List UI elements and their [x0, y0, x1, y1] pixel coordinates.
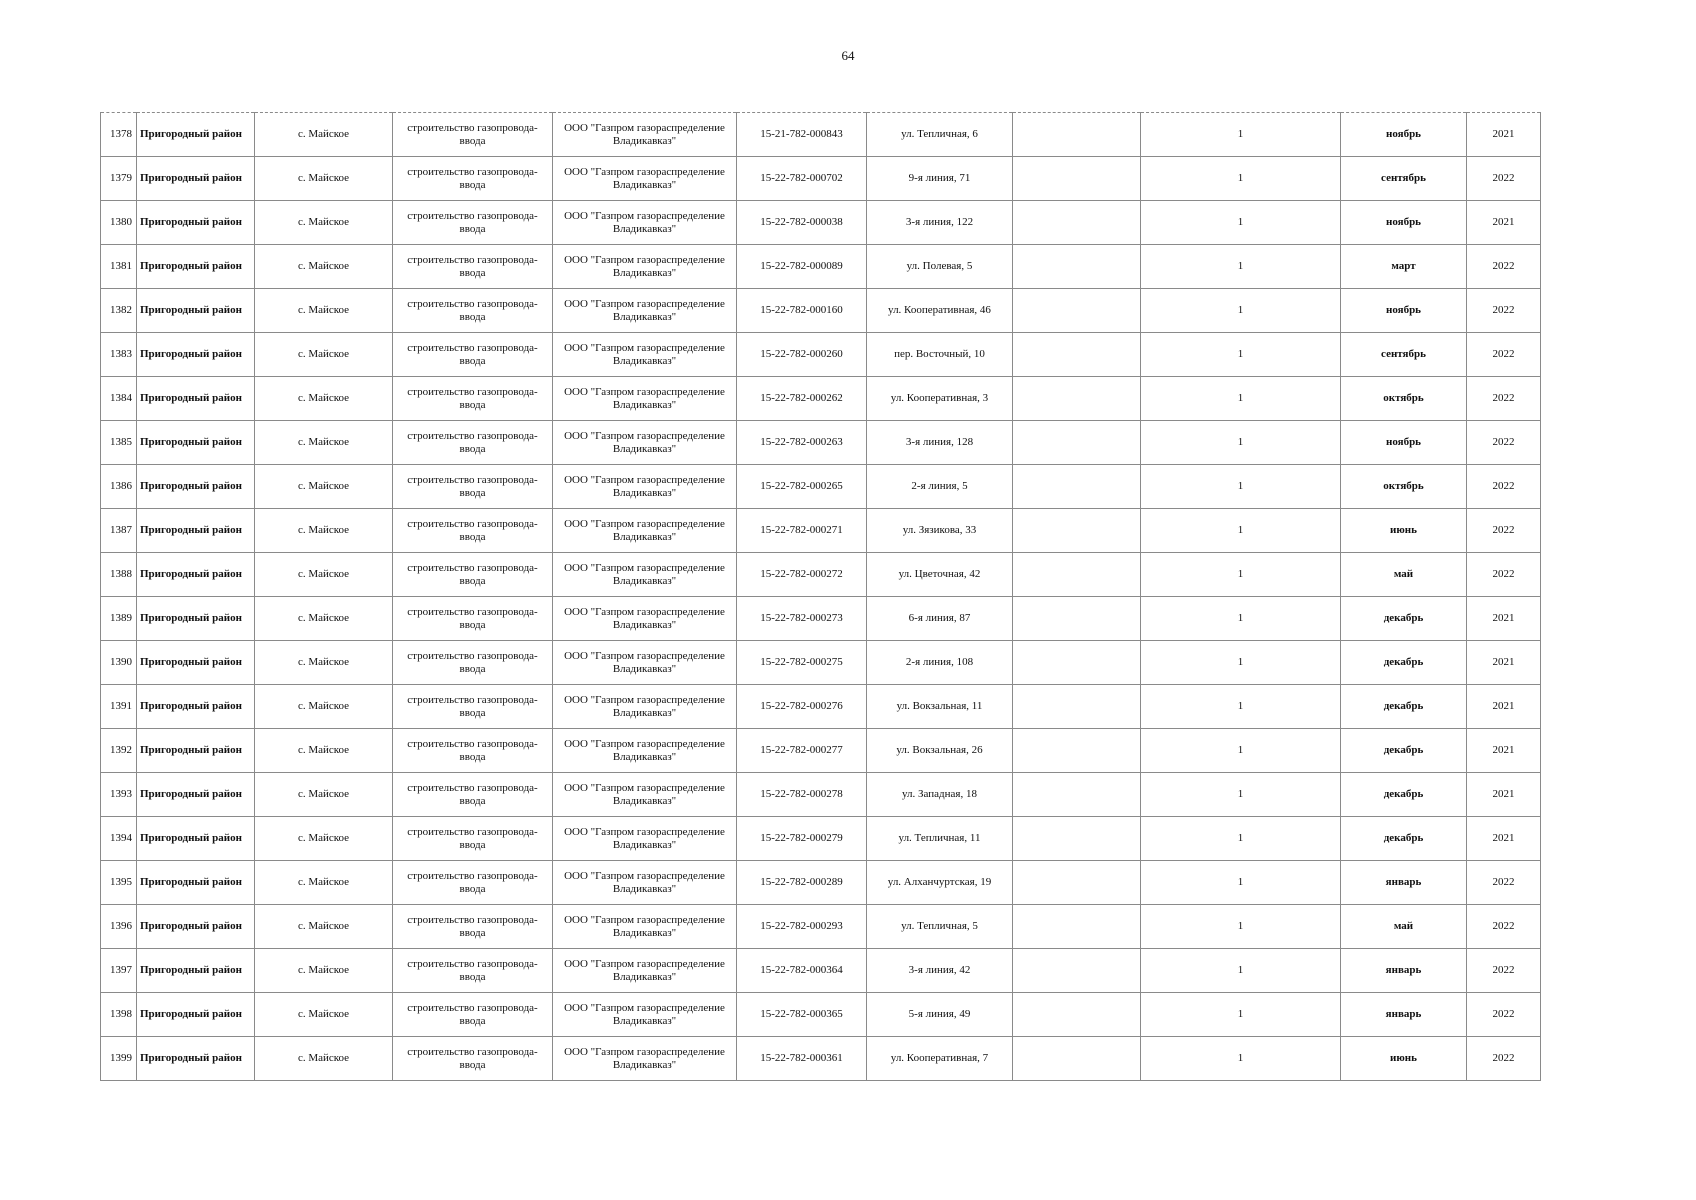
month-cell: ноябрь	[1341, 201, 1467, 245]
settlement-cell: с. Майское	[255, 245, 393, 289]
row-number-cell: 1394	[101, 817, 137, 861]
district-cell: Пригородный район	[137, 201, 255, 245]
year-cell: 2022	[1467, 377, 1541, 421]
work-type-cell: строительство газопровода-ввода	[393, 993, 553, 1037]
registry-code-cell: 15-22-782-000265	[737, 465, 867, 509]
month-cell: январь	[1341, 993, 1467, 1037]
quantity-cell: 1	[1141, 949, 1341, 993]
year-cell: 2022	[1467, 905, 1541, 949]
work-type-cell: строительство газопровода-ввода	[393, 773, 553, 817]
address-cell: ул. Тепличная, 6	[867, 113, 1013, 157]
registry-code-cell: 15-22-782-000702	[737, 157, 867, 201]
month-cell: ноябрь	[1341, 113, 1467, 157]
table-row	[101, 641, 1541, 685]
table-row	[101, 773, 1541, 817]
year-cell: 2021	[1467, 641, 1541, 685]
address-cell: 6-я линия, 87	[867, 597, 1013, 641]
month-cell: июнь	[1341, 1037, 1467, 1081]
registry-code-cell: 15-22-782-000361	[737, 1037, 867, 1081]
quantity-cell: 1	[1141, 861, 1341, 905]
district-cell: Пригородный район	[137, 333, 255, 377]
row-number-cell: 1398	[101, 993, 137, 1037]
blank-cell	[1013, 421, 1141, 465]
organization-cell: ООО "Газпром газораспределение Владикавказ"	[553, 949, 737, 993]
table-row	[101, 553, 1541, 597]
settlement-cell: с. Майское	[255, 949, 393, 993]
quantity-cell: 1	[1141, 685, 1341, 729]
registry-code-cell: 15-22-782-000276	[737, 685, 867, 729]
month-cell: октябрь	[1341, 377, 1467, 421]
address-cell: 3-я линия, 42	[867, 949, 1013, 993]
organization-cell: ООО "Газпром газораспределение Владикавказ"	[553, 289, 737, 333]
district-cell: Пригородный район	[137, 553, 255, 597]
settlement-cell: с. Майское	[255, 553, 393, 597]
blank-cell	[1013, 1037, 1141, 1081]
organization-cell: ООО "Газпром газораспределение Владикавказ"	[553, 685, 737, 729]
month-cell: сентябрь	[1341, 157, 1467, 201]
work-type-cell: строительство газопровода-ввода	[393, 333, 553, 377]
organization-cell: ООО "Газпром газораспределение Владикавказ"	[553, 201, 737, 245]
work-type-cell: строительство газопровода-ввода	[393, 245, 553, 289]
month-cell: декабрь	[1341, 641, 1467, 685]
quantity-cell: 1	[1141, 289, 1341, 333]
table-row	[101, 597, 1541, 641]
row-number-cell: 1395	[101, 861, 137, 905]
registry-code-cell: 15-22-782-000263	[737, 421, 867, 465]
quantity-cell: 1	[1141, 641, 1341, 685]
month-cell: март	[1341, 245, 1467, 289]
district-cell: Пригородный район	[137, 289, 255, 333]
work-type-cell: строительство газопровода-ввода	[393, 641, 553, 685]
organization-cell: ООО "Газпром газораспределение Владикавказ"	[553, 553, 737, 597]
row-number-cell: 1389	[101, 597, 137, 641]
settlement-cell: с. Майское	[255, 773, 393, 817]
quantity-cell: 1	[1141, 993, 1341, 1037]
quantity-cell: 1	[1141, 729, 1341, 773]
blank-cell	[1013, 113, 1141, 157]
address-cell: ул. Кооперативная, 3	[867, 377, 1013, 421]
month-cell: сентябрь	[1341, 333, 1467, 377]
month-cell: ноябрь	[1341, 421, 1467, 465]
row-number-cell: 1399	[101, 1037, 137, 1081]
work-type-cell: строительство газопровода-ввода	[393, 421, 553, 465]
address-cell: ул. Зязикова, 33	[867, 509, 1013, 553]
organization-cell: ООО "Газпром газораспределение Владикавказ"	[553, 465, 737, 509]
blank-cell	[1013, 333, 1141, 377]
page-number: 64	[841, 48, 855, 63]
month-cell: декабрь	[1341, 729, 1467, 773]
row-number-cell: 1392	[101, 729, 137, 773]
year-cell: 2021	[1467, 817, 1541, 861]
year-cell: 2021	[1467, 597, 1541, 641]
registry-code-cell: 15-22-782-000271	[737, 509, 867, 553]
registry-code-cell: 15-22-782-000089	[737, 245, 867, 289]
row-number-cell: 1381	[101, 245, 137, 289]
row-number-cell: 1396	[101, 905, 137, 949]
table-row	[101, 201, 1541, 245]
month-cell: январь	[1341, 949, 1467, 993]
quantity-cell: 1	[1141, 157, 1341, 201]
register-body	[101, 113, 1541, 1081]
registry-code-cell: 15-22-782-000272	[737, 553, 867, 597]
registry-code-cell: 15-22-782-000038	[737, 201, 867, 245]
month-cell: май	[1341, 905, 1467, 949]
table-row	[101, 993, 1541, 1037]
registry-code-cell: 15-22-782-000260	[737, 333, 867, 377]
settlement-cell: с. Майское	[255, 465, 393, 509]
organization-cell: ООО "Газпром газораспределение Владикавказ"	[553, 641, 737, 685]
row-number-cell: 1391	[101, 685, 137, 729]
organization-cell: ООО "Газпром газораспределение Владикавказ"	[553, 817, 737, 861]
blank-cell	[1013, 905, 1141, 949]
organization-cell: ООО "Газпром газораспределение Владикавказ"	[553, 1037, 737, 1081]
settlement-cell: с. Майское	[255, 289, 393, 333]
work-type-cell: строительство газопровода-ввода	[393, 949, 553, 993]
table-row	[101, 157, 1541, 201]
blank-cell	[1013, 729, 1141, 773]
year-cell: 2022	[1467, 245, 1541, 289]
organization-cell: ООО "Газпром газораспределение Владикавказ"	[553, 773, 737, 817]
address-cell: 2-я линия, 5	[867, 465, 1013, 509]
work-type-cell: строительство газопровода-ввода	[393, 817, 553, 861]
row-number-cell: 1397	[101, 949, 137, 993]
month-cell: октябрь	[1341, 465, 1467, 509]
year-cell: 2022	[1467, 861, 1541, 905]
settlement-cell: с. Майское	[255, 685, 393, 729]
district-cell: Пригородный район	[137, 729, 255, 773]
table-row	[101, 113, 1541, 157]
address-cell: ул. Полевая, 5	[867, 245, 1013, 289]
work-type-cell: строительство газопровода-ввода	[393, 113, 553, 157]
district-cell: Пригородный район	[137, 817, 255, 861]
district-cell: Пригородный район	[137, 465, 255, 509]
quantity-cell: 1	[1141, 553, 1341, 597]
organization-cell: ООО "Газпром газораспределение Владикавказ"	[553, 113, 737, 157]
address-cell: ул. Кооперативная, 7	[867, 1037, 1013, 1081]
row-number-cell: 1393	[101, 773, 137, 817]
address-cell: 5-я линия, 49	[867, 993, 1013, 1037]
settlement-cell: с. Майское	[255, 817, 393, 861]
district-cell: Пригородный район	[137, 597, 255, 641]
blank-cell	[1013, 289, 1141, 333]
organization-cell: ООО "Газпром газораспределение Владикавказ"	[553, 157, 737, 201]
quantity-cell: 1	[1141, 421, 1341, 465]
table-row	[101, 949, 1541, 993]
year-cell: 2022	[1467, 421, 1541, 465]
blank-cell	[1013, 817, 1141, 861]
row-number-cell: 1390	[101, 641, 137, 685]
registry-code-cell: 15-22-782-000293	[737, 905, 867, 949]
settlement-cell: с. Майское	[255, 421, 393, 465]
year-cell: 2022	[1467, 509, 1541, 553]
address-cell: ул. Тепличная, 5	[867, 905, 1013, 949]
district-cell: Пригородный район	[137, 905, 255, 949]
registry-code-cell: 15-22-782-000273	[737, 597, 867, 641]
table-row	[101, 729, 1541, 773]
table-row	[101, 1037, 1541, 1081]
organization-cell: ООО "Газпром газораспределение Владикавказ"	[553, 861, 737, 905]
district-cell: Пригородный район	[137, 1037, 255, 1081]
work-type-cell: строительство газопровода-ввода	[393, 685, 553, 729]
year-cell: 2022	[1467, 1037, 1541, 1081]
district-cell: Пригородный район	[137, 509, 255, 553]
row-number-cell: 1385	[101, 421, 137, 465]
settlement-cell: с. Майское	[255, 729, 393, 773]
address-cell: ул. Цветочная, 42	[867, 553, 1013, 597]
gas-connection-register-table	[100, 112, 1541, 1081]
row-number-cell: 1387	[101, 509, 137, 553]
registry-code-cell: 15-21-782-000843	[737, 113, 867, 157]
quantity-cell: 1	[1141, 597, 1341, 641]
year-cell: 2022	[1467, 993, 1541, 1037]
quantity-cell: 1	[1141, 333, 1341, 377]
district-cell: Пригородный район	[137, 993, 255, 1037]
blank-cell	[1013, 201, 1141, 245]
organization-cell: ООО "Газпром газораспределение Владикавказ"	[553, 729, 737, 773]
month-cell: май	[1341, 553, 1467, 597]
settlement-cell: с. Майское	[255, 113, 393, 157]
district-cell: Пригородный район	[137, 861, 255, 905]
work-type-cell: строительство газопровода-ввода	[393, 905, 553, 949]
row-number-cell: 1383	[101, 333, 137, 377]
registry-code-cell: 15-22-782-000364	[737, 949, 867, 993]
district-cell: Пригородный район	[137, 377, 255, 421]
table-row	[101, 905, 1541, 949]
district-cell: Пригородный район	[137, 949, 255, 993]
quantity-cell: 1	[1141, 905, 1341, 949]
work-type-cell: строительство газопровода-ввода	[393, 201, 553, 245]
district-cell: Пригородный район	[137, 157, 255, 201]
quantity-cell: 1	[1141, 377, 1341, 421]
table-row	[101, 861, 1541, 905]
registry-code-cell: 15-22-782-000279	[737, 817, 867, 861]
blank-cell	[1013, 949, 1141, 993]
settlement-cell: с. Майское	[255, 993, 393, 1037]
settlement-cell: с. Майское	[255, 1037, 393, 1081]
registry-code-cell: 15-22-782-000160	[737, 289, 867, 333]
month-cell: ноябрь	[1341, 289, 1467, 333]
settlement-cell: с. Майское	[255, 641, 393, 685]
year-cell: 2022	[1467, 289, 1541, 333]
address-cell: ул. Кооперативная, 46	[867, 289, 1013, 333]
blank-cell	[1013, 685, 1141, 729]
year-cell: 2021	[1467, 113, 1541, 157]
year-cell: 2022	[1467, 553, 1541, 597]
work-type-cell: строительство газопровода-ввода	[393, 729, 553, 773]
address-cell: 3-я линия, 122	[867, 201, 1013, 245]
blank-cell	[1013, 597, 1141, 641]
month-cell: декабрь	[1341, 597, 1467, 641]
row-number-cell: 1378	[101, 113, 137, 157]
registry-code-cell: 15-22-782-000262	[737, 377, 867, 421]
address-cell: ул. Западная, 18	[867, 773, 1013, 817]
settlement-cell: с. Майское	[255, 905, 393, 949]
row-number-cell: 1379	[101, 157, 137, 201]
year-cell: 2022	[1467, 465, 1541, 509]
work-type-cell: строительство газопровода-ввода	[393, 509, 553, 553]
year-cell: 2022	[1467, 333, 1541, 377]
work-type-cell: строительство газопровода-ввода	[393, 861, 553, 905]
address-cell: ул. Вокзальная, 11	[867, 685, 1013, 729]
row-number-cell: 1386	[101, 465, 137, 509]
settlement-cell: с. Майское	[255, 597, 393, 641]
address-cell: ул. Алханчуртская, 19	[867, 861, 1013, 905]
year-cell: 2021	[1467, 201, 1541, 245]
month-cell: июнь	[1341, 509, 1467, 553]
address-cell: пер. Восточный, 10	[867, 333, 1013, 377]
work-type-cell: строительство газопровода-ввода	[393, 597, 553, 641]
blank-cell	[1013, 377, 1141, 421]
address-cell: ул. Тепличная, 11	[867, 817, 1013, 861]
month-cell: декабрь	[1341, 817, 1467, 861]
year-cell: 2021	[1467, 773, 1541, 817]
blank-cell	[1013, 465, 1141, 509]
quantity-cell: 1	[1141, 1037, 1341, 1081]
registry-code-cell: 15-22-782-000277	[737, 729, 867, 773]
blank-cell	[1013, 245, 1141, 289]
quantity-cell: 1	[1141, 773, 1341, 817]
district-cell: Пригородный район	[137, 685, 255, 729]
address-cell: 2-я линия, 108	[867, 641, 1013, 685]
district-cell: Пригородный район	[137, 641, 255, 685]
quantity-cell: 1	[1141, 817, 1341, 861]
organization-cell: ООО "Газпром газораспределение Владикавказ"	[553, 597, 737, 641]
organization-cell: ООО "Газпром газораспределение Владикавказ"	[553, 509, 737, 553]
district-cell: Пригородный район	[137, 113, 255, 157]
table-row	[101, 333, 1541, 377]
table-row	[101, 377, 1541, 421]
registry-code-cell: 15-22-782-000278	[737, 773, 867, 817]
work-type-cell: строительство газопровода-ввода	[393, 377, 553, 421]
blank-cell	[1013, 993, 1141, 1037]
settlement-cell: с. Майское	[255, 201, 393, 245]
year-cell: 2021	[1467, 685, 1541, 729]
row-number-cell: 1382	[101, 289, 137, 333]
row-number-cell: 1388	[101, 553, 137, 597]
work-type-cell: строительство газопровода-ввода	[393, 553, 553, 597]
blank-cell	[1013, 641, 1141, 685]
month-cell: декабрь	[1341, 685, 1467, 729]
year-cell: 2021	[1467, 729, 1541, 773]
work-type-cell: строительство газопровода-ввода	[393, 289, 553, 333]
organization-cell: ООО "Газпром газораспределение Владикавказ"	[553, 993, 737, 1037]
district-cell: Пригородный район	[137, 421, 255, 465]
blank-cell	[1013, 553, 1141, 597]
address-cell: 9-я линия, 71	[867, 157, 1013, 201]
settlement-cell: с. Майское	[255, 333, 393, 377]
quantity-cell: 1	[1141, 509, 1341, 553]
table-row	[101, 509, 1541, 553]
work-type-cell: строительство газопровода-ввода	[393, 1037, 553, 1081]
organization-cell: ООО "Газпром газораспределение Владикавказ"	[553, 905, 737, 949]
settlement-cell: с. Майское	[255, 157, 393, 201]
year-cell: 2022	[1467, 949, 1541, 993]
year-cell: 2022	[1467, 157, 1541, 201]
table-row	[101, 465, 1541, 509]
row-number-cell: 1380	[101, 201, 137, 245]
address-cell: 3-я линия, 128	[867, 421, 1013, 465]
blank-cell	[1013, 861, 1141, 905]
organization-cell: ООО "Газпром газораспределение Владикавказ"	[553, 377, 737, 421]
district-cell: Пригородный район	[137, 773, 255, 817]
work-type-cell: строительство газопровода-ввода	[393, 157, 553, 201]
table-row	[101, 817, 1541, 861]
address-cell: ул. Вокзальная, 26	[867, 729, 1013, 773]
organization-cell: ООО "Газпром газораспределение Владикавказ"	[553, 245, 737, 289]
blank-cell	[1013, 773, 1141, 817]
organization-cell: ООО "Газпром газораспределение Владикавказ"	[553, 333, 737, 377]
quantity-cell: 1	[1141, 201, 1341, 245]
work-type-cell: строительство газопровода-ввода	[393, 465, 553, 509]
registry-code-cell: 15-22-782-000275	[737, 641, 867, 685]
registry-code-cell: 15-22-782-000365	[737, 993, 867, 1037]
quantity-cell: 1	[1141, 245, 1341, 289]
month-cell: декабрь	[1341, 773, 1467, 817]
row-number-cell: 1384	[101, 377, 137, 421]
settlement-cell: с. Майское	[255, 861, 393, 905]
month-cell: январь	[1341, 861, 1467, 905]
table-row	[101, 421, 1541, 465]
organization-cell: ООО "Газпром газораспределение Владикавказ"	[553, 421, 737, 465]
blank-cell	[1013, 509, 1141, 553]
table-row	[101, 289, 1541, 333]
table-row	[101, 685, 1541, 729]
registry-code-cell: 15-22-782-000289	[737, 861, 867, 905]
table-row	[101, 245, 1541, 289]
settlement-cell: с. Майское	[255, 377, 393, 421]
quantity-cell: 1	[1141, 113, 1341, 157]
district-cell: Пригородный район	[137, 245, 255, 289]
quantity-cell: 1	[1141, 465, 1341, 509]
blank-cell	[1013, 157, 1141, 201]
settlement-cell: с. Майское	[255, 509, 393, 553]
